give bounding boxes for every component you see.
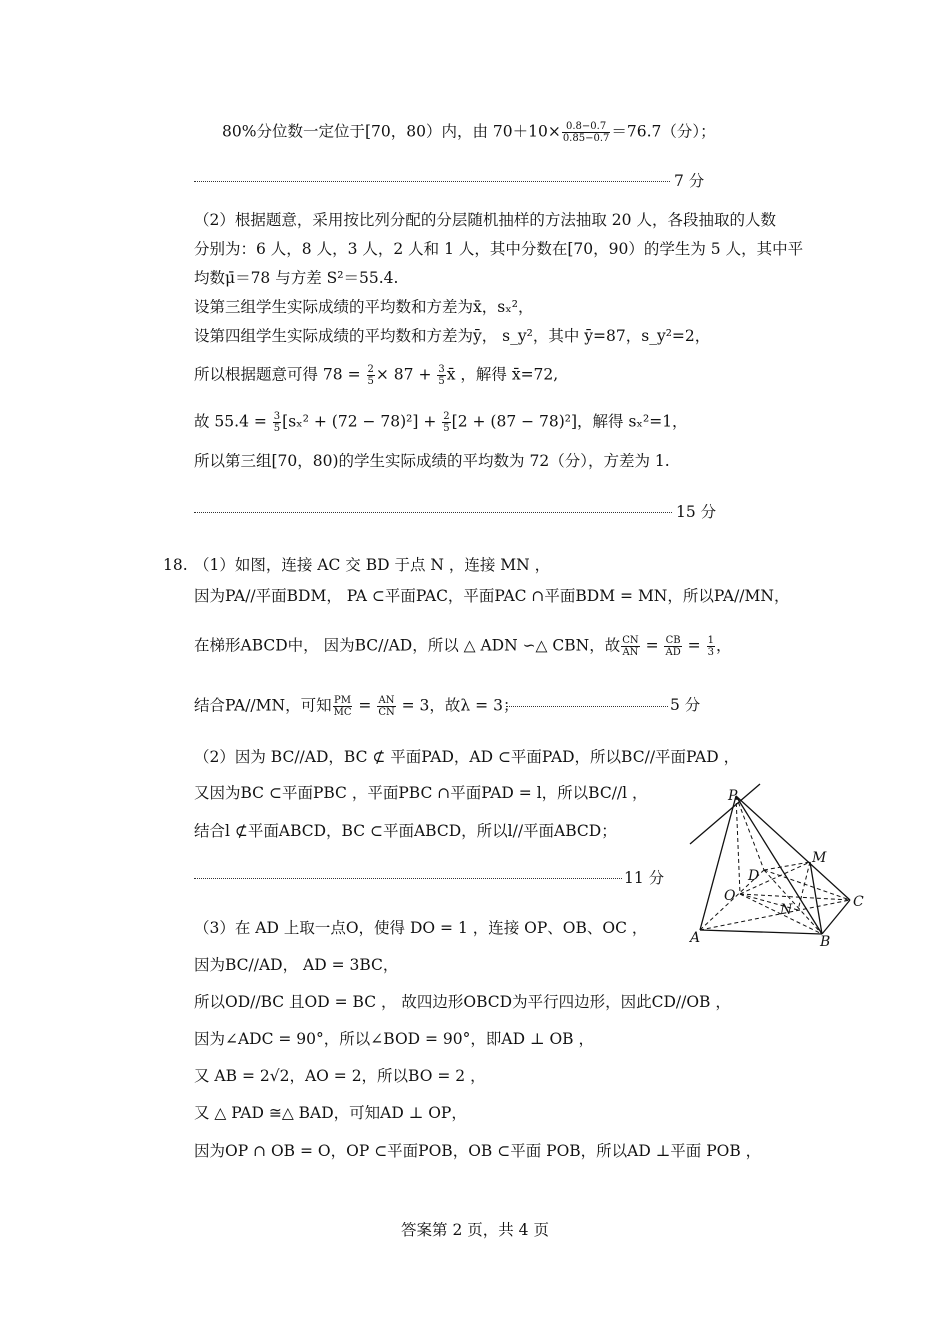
text-line: 所以OD//BC 且OD = BC ， 故四边形OBCD为平行四边形，因此CD//OB ，: [194, 993, 731, 1011]
text-line: （3）在 AD 上取一点O，使得 DO = 1 ，连接 OP、OB、OC ，: [194, 919, 648, 937]
text-line: 均数μ̄＝78 与方差 S²＝55.4.: [194, 269, 399, 287]
fraction: $\frac{0.8-0.7}{0.85-0.7}$: [562, 121, 610, 144]
dotted-leader: [506, 706, 668, 707]
equation-line: 结合PA//MN，可知 $\frac{PM}{MC}$ = $\frac{AN}{CN}$ = 3，故λ = 3；: [194, 695, 519, 718]
text-line: 又 AB = 2√2，AO = 2，所以BO = 2 ，: [194, 1067, 486, 1085]
score-mark: 11 分: [624, 869, 665, 887]
text-line: 设第四组学生实际成绩的平均数和方差为ȳ， s_y²，其中 ȳ=87，s_y²=2，: [194, 327, 711, 345]
label-a: A: [690, 930, 701, 946]
label-p: P: [728, 788, 738, 804]
text-line: 因为BC//AD， AD = 3BC，: [194, 956, 399, 974]
text-line: 又 △ PAD ≅△ BAD，可知AD ⊥ OP，: [194, 1104, 467, 1122]
label-b: B: [820, 934, 831, 950]
text-line: 所以第三组[70，80)的学生实际成绩的平均数为 72（分），方差为 1.: [194, 452, 670, 470]
text-line: 因为PA//平面BDM， PA ⊂平面PAC，平面PAC ∩平面BDM = MN，所以PA//MN，: [194, 587, 790, 605]
label-m: M: [812, 850, 827, 866]
label-o: O: [724, 888, 736, 904]
dotted-leader: [194, 181, 670, 182]
text-line: 结合l ⊄平面ABCD，BC ⊂平面ABCD，所以l//平面ABCD；: [194, 822, 617, 840]
score-mark: 7 分: [674, 172, 705, 190]
text-line: （1）如图，连接 AC 交 BD 于点 N ，连接 MN ，: [194, 556, 551, 574]
label-n: N: [780, 902, 793, 918]
edge-pa: [700, 796, 736, 930]
text-line: （2）根据题意，采用按比列分配的分层随机抽样的方法抽取 20 人，各段抽取的人数: [194, 211, 776, 229]
score-mark: 15 分: [676, 503, 717, 521]
page-footer: 答案第 2 页，共 4 页: [401, 1221, 549, 1239]
text-line: （2）因为 BC//AD，BC ⊄ 平面PAD，AD ⊂平面PAD，所以BC//平面PAD ，: [194, 748, 740, 766]
pyramid-figure: [680, 782, 880, 952]
edge-pc: [736, 796, 850, 900]
text-line-percentile: 80%分位数一定位于[70，80）内，由 70＋10× $\frac{0.8-0.7}{0.85-0.7}$ ＝76.7（分）；: [222, 121, 716, 144]
equation-line: 故 55.4 = $\frac{3}{5}$ [sₓ² + (72 − 78)²] + $\frac{2}{5}$ [2 + (87 − 78)²]，解得 sₓ²=1，: [194, 411, 688, 434]
text-line: 因为OP ∩ OB = O，OP ⊂平面POB，OB ⊂平面 POB，所以AD ⊥平面 POB ，: [194, 1142, 762, 1160]
equation-line: 所以根据题意可得 78 = $\frac{2}{5}$ × 87 + $\frac{3}{5}$ x̄ ，解得 x̄=72,: [194, 364, 559, 387]
text-line: 设第三组学生实际成绩的平均数和方差为x̄，sₓ²，: [194, 298, 534, 316]
label-c: C: [853, 894, 864, 910]
score-mark: 5 分: [670, 696, 701, 714]
text-line: 分别为：6 人，8 人，3 人，2 人和 1 人，其中分数在[70，90）的学生为 5 人，其中平: [194, 240, 804, 258]
edge-ab: [700, 930, 822, 934]
question-number: 18.: [163, 556, 188, 574]
dotted-leader: [194, 512, 672, 513]
text-line: 又因为BC ⊂平面PBC ，平面PBC ∩平面PAD = l，所以BC//l ，: [194, 784, 648, 802]
equation-line: 在梯形ABCD中， 因为BC//AD，所以 △ ADN ∽△ CBN，故 $\frac{CN}{AN}$ = $\frac{CB}{AD}$ = $\frac{1}{3}$ ，: [194, 635, 732, 658]
label-d: D: [748, 868, 760, 884]
text-line: 因为∠ADC = 90°，所以∠BOD = 90°，即AD ⊥ OB ，: [194, 1030, 594, 1048]
dotted-leader: [194, 878, 622, 879]
